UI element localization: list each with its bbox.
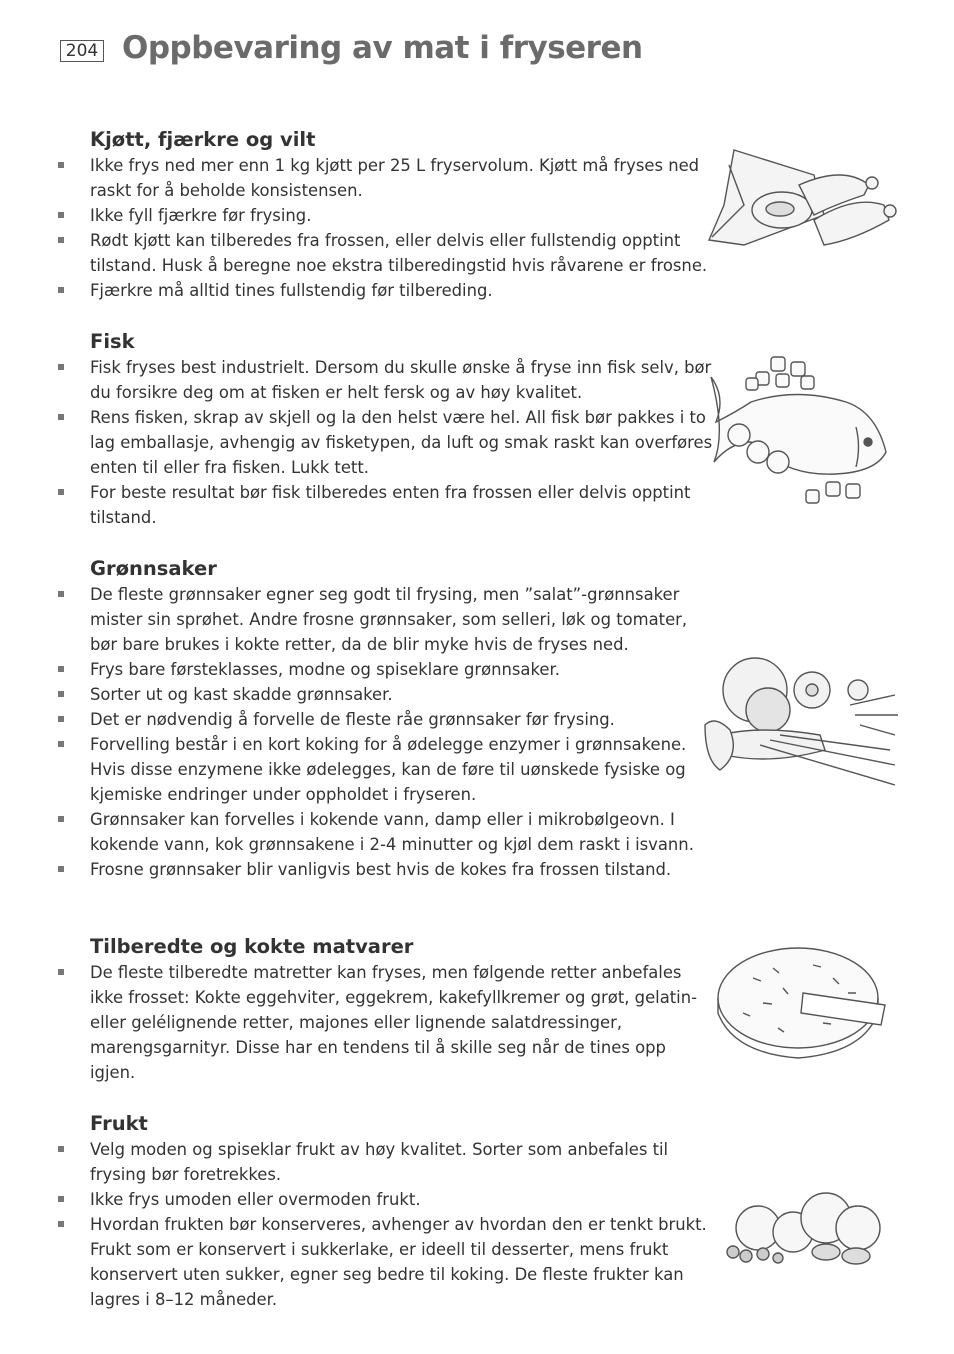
list-item: Det er nødvendig å forvelle de fleste råe grønnsaker før frysing. — [0, 707, 715, 732]
list-item: Grønnsaker kan forvelles i kokende vann, damp eller i mikrobølgeovn. I kokende vann, kok grønnsakene i 2-4 minutter og kjøl dem raskt i isvann. — [0, 807, 715, 857]
quiche-icon — [713, 943, 893, 1063]
fish-icon — [706, 352, 896, 512]
list-item: De fleste tilberedte matretter kan fryses, men følgende retter anbefales ikke frosset: Kokte eggehviter, eggekrem, kakefyllkremer og grøt, gelatin- eller gelélignende retter, majones eller lignende salatdressinger, marengsgarnityr. Disse har en tendens til å skille seg når de tines opp igjen. — [0, 960, 715, 1085]
page-title: Oppbevaring av mat i fryseren — [122, 30, 643, 66]
list-item: Fisk fryses best industrielt. Dersom du skulle ønske å fryse inn fisk selv, bør du forsikre deg om at fisken er helt fersk og av høy kvalitet. — [0, 355, 715, 405]
meat-poultry-icon — [704, 145, 899, 255]
section-heading: Tilberedte og kokte matvarer — [90, 935, 414, 958]
page-number: 204 — [60, 40, 104, 62]
section-heading: Kjøtt, fjærkre og vilt — [90, 128, 316, 151]
list-item: Frosne grønnsaker blir vanligvis best hvis de kokes fra frossen tilstand. — [0, 857, 715, 882]
list-item: Rens fisken, skrap av skjell og la den helst være hel. All fisk bør pakkes i to lag emballasje, avhengig av fisketypen, da luft og smak raskt kan overføres enten til eller fra fisken. Lukk tett. — [0, 405, 715, 480]
fruit-icon — [718, 1190, 888, 1270]
list-item: Ikke frys ned mer enn 1 kg kjøtt per 25 L fryservolum. Kjøtt må fryses ned raskt for å beholde konsistensen. — [0, 153, 715, 203]
section-heading: Fisk — [90, 330, 135, 353]
list-item: Hvordan frukten bør konserveres, avhenger av hvordan den er tenkt brukt. Frukt som er konservert i sukkerlake, er ideell til desserter, mens frukt konservert uten sukker, egner seg bedre til koking. De fleste frukter kan lagres i 8–12 måneder. — [0, 1212, 715, 1312]
list-item: Sorter ut og kast skadde grønnsaker. — [0, 682, 715, 707]
list-item: Ikke frys umoden eller overmoden frukt. — [0, 1187, 715, 1212]
list-item: De fleste grønnsaker egner seg godt til frysing, men ”salat”-grønnsaker mister sin sprøhet. Andre frosne grønnsaker, som selleri, løk og tomater, bør bare brukes i kokte retter, da de blir myke hvis de fryses ned. — [0, 582, 715, 657]
section-heading: Frukt — [90, 1112, 148, 1135]
list-item: Ikke fyll fjærkre før frysing. — [0, 203, 715, 228]
list-item: Fjærkre må alltid tines fullstendig før tilbereding. — [0, 278, 715, 303]
list-item: Frys bare førsteklasses, modne og spiseklare grønnsaker. — [0, 657, 715, 682]
vegetables-icon — [700, 645, 900, 800]
list-item: Rødt kjøtt kan tilberedes fra frossen, eller delvis eller fullstendig opptint tilstand. Husk å beregne noe ekstra tilberedingstid hvis råvarene er frosne. — [0, 228, 715, 278]
list-item: Velg moden og spiseklar frukt av høy kvalitet. Sorter som anbefales til frysing bør foretrekkes. — [0, 1137, 715, 1187]
list-item: Forvelling består i en kort koking for å ødelegge enzymer i grønnsakene. Hvis disse enzymene ikke ødelegges, kan de føre til uønskede fysiske og kjemiske endringer under oppholdet i fryseren. — [0, 732, 715, 807]
list-item: For beste resultat bør fisk tilberedes enten fra frossen eller delvis opptint tilstand. — [0, 480, 715, 530]
section-heading: Grønnsaker — [90, 557, 217, 580]
